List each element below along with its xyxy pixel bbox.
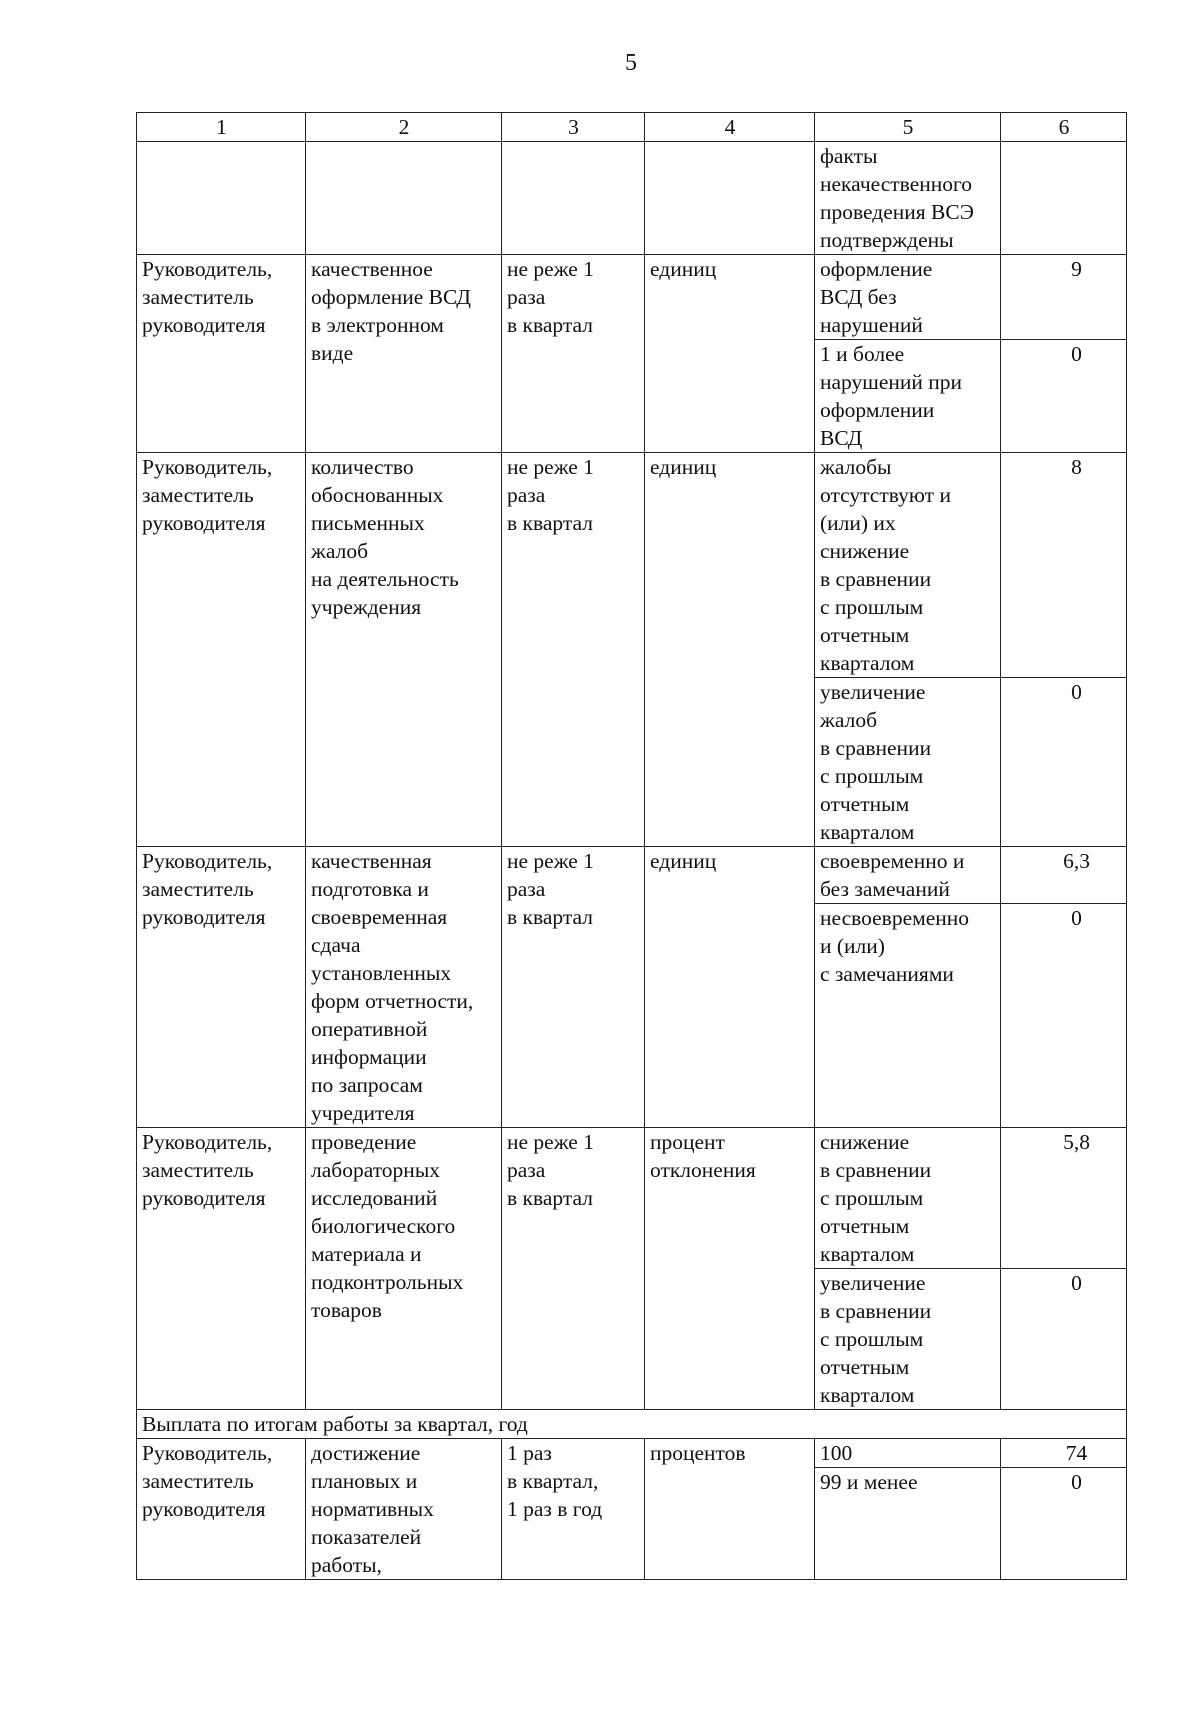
- value-cell: 0: [1001, 904, 1127, 1128]
- value-cell: 8: [1001, 453, 1127, 678]
- position-cell: Руководитель, заместитель руководителя: [137, 1439, 306, 1580]
- position-cell: Руководитель, заместитель руководителя: [137, 847, 306, 1128]
- indicator-cell: [306, 142, 502, 255]
- periodicity-cell: не реже 1 раза в квартал: [502, 453, 645, 847]
- value-cell: 74: [1001, 1439, 1127, 1468]
- column-header: 3: [502, 113, 645, 142]
- indicator-cell: качественное оформление ВСД в электронном виде: [306, 255, 502, 453]
- criterion-cell: 1 и более нарушений при оформлении ВСД: [815, 340, 1001, 453]
- criterion-cell: жалобы отсутствуют и (или) их снижение в сравнении с прошлым отчетным кварталом: [815, 453, 1001, 678]
- position-cell: [137, 142, 306, 255]
- table-row: [137, 453, 1127, 678]
- unit-cell: единиц: [645, 255, 815, 453]
- unit-cell: процентов: [645, 1439, 815, 1580]
- criterion-cell: несвоевременно и (или) с замечаниями: [815, 904, 1001, 1128]
- page-number: 5: [625, 50, 637, 76]
- periodicity-cell: [502, 142, 645, 255]
- indicator-cell: количество обоснованных письменных жалоб на деятельность учреждения: [306, 453, 502, 847]
- criterion-cell: 99 и менее: [815, 1468, 1001, 1580]
- table-row: [137, 847, 1127, 904]
- periodicity-cell: не реже 1 раза в квартал: [502, 255, 645, 453]
- column-header: 5: [815, 113, 1001, 142]
- header-row: [137, 113, 1127, 142]
- table-row: [137, 142, 1127, 255]
- position-cell: Руководитель, заместитель руководителя: [137, 255, 306, 453]
- value-cell: 5,8: [1001, 1128, 1127, 1269]
- section-heading: Выплата по итогам работы за квартал, год: [137, 1410, 1127, 1439]
- criterion-cell: снижение в сравнении с прошлым отчетным кварталом: [815, 1128, 1001, 1269]
- value-cell: 0: [1001, 340, 1127, 453]
- indicator-cell: качественная подготовка и своевременная сдача установленных форм отчетности, оперативной информации по запросам учредителя: [306, 847, 502, 1128]
- unit-cell: [645, 142, 815, 255]
- criterion-cell: 100: [815, 1439, 1001, 1468]
- criterion-cell: увеличение жалоб в сравнении с прошлым отчетным кварталом: [815, 678, 1001, 847]
- section-row: [137, 1410, 1127, 1439]
- value-cell: 0: [1001, 678, 1127, 847]
- value-cell: 9: [1001, 255, 1127, 340]
- indicator-cell: проведение лабораторных исследований биологического материала и подконтрольных товаров: [306, 1128, 502, 1410]
- criterion-cell: факты некачественного проведения ВСЭ подтверждены: [815, 142, 1001, 255]
- column-header: 1: [137, 113, 306, 142]
- periodicity-cell: не реже 1 раза в квартал: [502, 847, 645, 1128]
- column-header: 4: [645, 113, 815, 142]
- column-header: 2: [306, 113, 502, 142]
- criteria-table: [136, 112, 1127, 1580]
- unit-cell: процент отклонения: [645, 1128, 815, 1410]
- value-cell: 0: [1001, 1269, 1127, 1410]
- value-cell: [1001, 142, 1127, 255]
- column-header: 6: [1001, 113, 1127, 142]
- criterion-cell: увеличение в сравнении с прошлым отчетным кварталом: [815, 1269, 1001, 1410]
- position-cell: Руководитель, заместитель руководителя: [137, 453, 306, 847]
- unit-cell: единиц: [645, 847, 815, 1128]
- periodicity-cell: 1 раз в квартал, 1 раз в год: [502, 1439, 645, 1580]
- criterion-cell: оформление ВСД без нарушений: [815, 255, 1001, 340]
- position-cell: Руководитель, заместитель руководителя: [137, 1128, 306, 1410]
- indicator-cell: достижение плановых и нормативных показателей работы,: [306, 1439, 502, 1580]
- value-cell: 0: [1001, 1468, 1127, 1580]
- value-cell: 6,3: [1001, 847, 1127, 904]
- periodicity-cell: не реже 1 раза в квартал: [502, 1128, 645, 1410]
- criterion-cell: своевременно и без замечаний: [815, 847, 1001, 904]
- table-row: [137, 255, 1127, 340]
- unit-cell: единиц: [645, 453, 815, 847]
- table-row: [137, 1128, 1127, 1269]
- table-row: [137, 1439, 1127, 1468]
